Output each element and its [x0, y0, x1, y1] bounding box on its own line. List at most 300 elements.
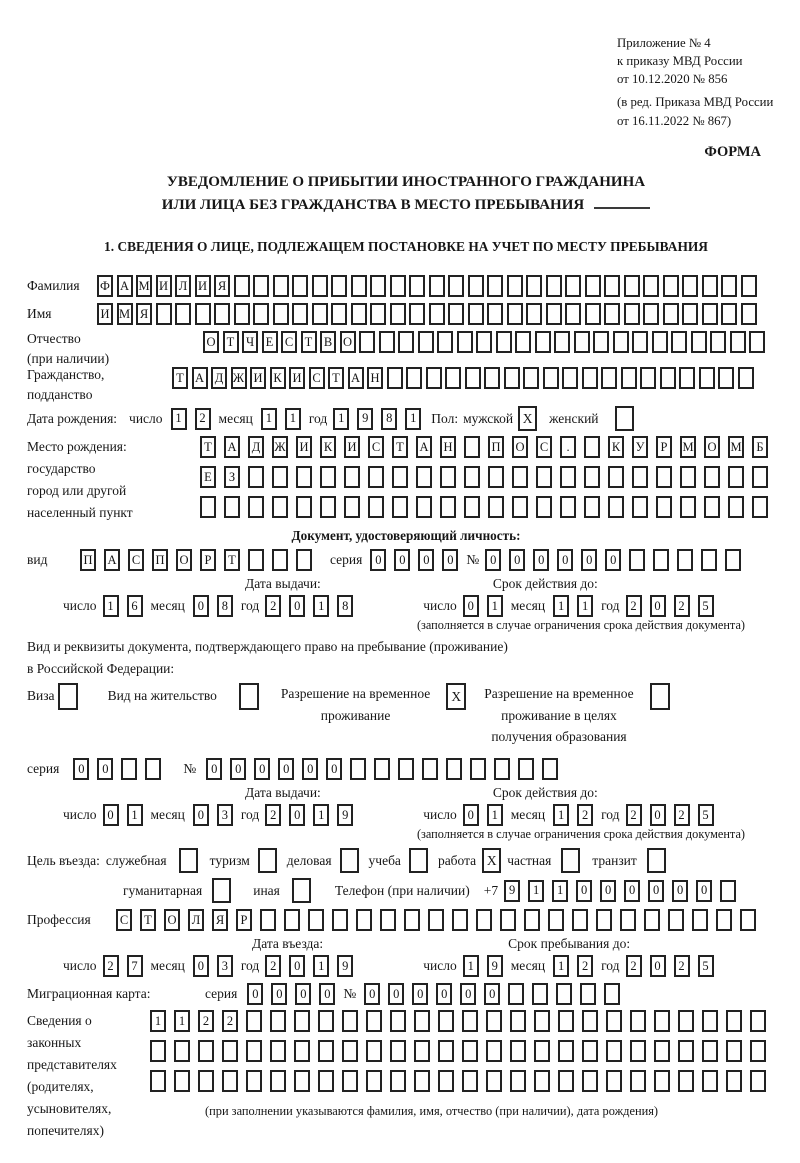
- char-cell[interactable]: [296, 496, 312, 518]
- char-cell[interactable]: [624, 303, 640, 325]
- char-cell[interactable]: 0: [278, 758, 294, 780]
- char-cell[interactable]: [702, 1040, 718, 1062]
- char-cell[interactable]: И: [156, 275, 172, 297]
- char-cell[interactable]: [613, 331, 629, 353]
- char-cell[interactable]: [721, 275, 737, 297]
- stay-month-cells[interactable]: [553, 955, 601, 977]
- char-cell[interactable]: [398, 331, 414, 353]
- purpose-humanitarian-checkbox[interactable]: [212, 878, 231, 903]
- char-cell[interactable]: [392, 496, 408, 518]
- char-cell[interactable]: О: [340, 331, 356, 353]
- char-cell[interactable]: [704, 496, 720, 518]
- char-cell[interactable]: 2: [577, 955, 593, 977]
- char-cell[interactable]: [554, 331, 570, 353]
- char-cell[interactable]: [273, 303, 289, 325]
- char-cell[interactable]: М: [136, 275, 152, 297]
- char-cell[interactable]: 1: [313, 804, 329, 826]
- char-cell[interactable]: [272, 466, 288, 488]
- resident-issue-day-cells[interactable]: [103, 804, 151, 826]
- entry-year-cells[interactable]: [265, 955, 361, 977]
- char-cell[interactable]: [663, 303, 679, 325]
- identity-valid-year-cells[interactable]: [626, 595, 722, 617]
- char-cell[interactable]: [342, 1070, 358, 1092]
- char-cell[interactable]: У: [632, 436, 648, 458]
- char-cell[interactable]: К: [608, 436, 624, 458]
- char-cell[interactable]: С: [281, 331, 297, 353]
- char-cell[interactable]: [468, 275, 484, 297]
- char-cell[interactable]: С: [309, 367, 325, 389]
- char-cell[interactable]: [716, 909, 732, 931]
- char-cell[interactable]: С: [128, 549, 144, 571]
- char-cell[interactable]: [320, 466, 336, 488]
- char-cell[interactable]: Т: [172, 367, 188, 389]
- char-cell[interactable]: [720, 880, 736, 902]
- char-cell[interactable]: 0: [193, 595, 209, 617]
- char-cell[interactable]: Р: [656, 436, 672, 458]
- char-cell[interactable]: [448, 303, 464, 325]
- char-cell[interactable]: 5: [698, 955, 714, 977]
- char-cell[interactable]: Н: [367, 367, 383, 389]
- purpose-work-checkbox[interactable]: X: [482, 848, 501, 873]
- char-cell[interactable]: [582, 1010, 598, 1032]
- char-cell[interactable]: 0: [485, 549, 501, 571]
- char-cell[interactable]: [222, 1040, 238, 1062]
- char-cell[interactable]: 0: [624, 880, 640, 902]
- char-cell[interactable]: [726, 1010, 742, 1032]
- char-cell[interactable]: [344, 496, 360, 518]
- char-cell[interactable]: П: [152, 549, 168, 571]
- char-cell[interactable]: 0: [576, 880, 592, 902]
- char-cell[interactable]: [248, 466, 264, 488]
- char-cell[interactable]: [380, 909, 396, 931]
- char-cell[interactable]: [496, 331, 512, 353]
- sex-male-checkbox[interactable]: X: [518, 406, 537, 431]
- resident-valid-year-cells[interactable]: [626, 804, 722, 826]
- char-cell[interactable]: [465, 367, 481, 389]
- char-cell[interactable]: [494, 758, 510, 780]
- char-cell[interactable]: [512, 496, 528, 518]
- char-cell[interactable]: 0: [460, 983, 476, 1005]
- char-cell[interactable]: [624, 275, 640, 297]
- char-cell[interactable]: [437, 331, 453, 353]
- char-cell[interactable]: 0: [364, 983, 380, 1005]
- char-cell[interactable]: 0: [648, 880, 664, 902]
- char-cell[interactable]: 8: [381, 408, 397, 430]
- char-cell[interactable]: [620, 909, 636, 931]
- char-cell[interactable]: 1: [553, 595, 569, 617]
- char-cell[interactable]: [608, 466, 624, 488]
- temp-permit-checkbox[interactable]: X: [446, 683, 466, 710]
- char-cell[interactable]: [294, 1010, 310, 1032]
- char-cell[interactable]: [440, 496, 456, 518]
- char-cell[interactable]: [654, 1040, 670, 1062]
- char-cell[interactable]: [416, 496, 432, 518]
- char-cell[interactable]: 1: [405, 408, 421, 430]
- char-cell[interactable]: А: [416, 436, 432, 458]
- char-cell[interactable]: 0: [463, 804, 479, 826]
- char-cell[interactable]: [507, 275, 523, 297]
- char-cell[interactable]: [246, 1040, 262, 1062]
- char-cell[interactable]: 3: [217, 955, 233, 977]
- char-cell[interactable]: [741, 303, 757, 325]
- char-cell[interactable]: 0: [193, 955, 209, 977]
- char-cell[interactable]: М: [117, 303, 133, 325]
- char-cell[interactable]: [585, 275, 601, 297]
- char-cell[interactable]: [678, 1070, 694, 1092]
- char-cell[interactable]: П: [488, 436, 504, 458]
- char-cell[interactable]: [246, 1070, 262, 1092]
- char-cell[interactable]: [702, 1070, 718, 1092]
- char-cell[interactable]: [534, 1070, 550, 1092]
- char-cell[interactable]: [429, 275, 445, 297]
- char-cell[interactable]: 0: [412, 983, 428, 1005]
- char-cell[interactable]: И: [344, 436, 360, 458]
- char-cell[interactable]: [224, 496, 240, 518]
- char-cell[interactable]: 2: [626, 955, 642, 977]
- char-cell[interactable]: [468, 303, 484, 325]
- char-cell[interactable]: В: [320, 331, 336, 353]
- char-cell[interactable]: [445, 367, 461, 389]
- char-cell[interactable]: [582, 1040, 598, 1062]
- char-cell[interactable]: 1: [528, 880, 544, 902]
- char-cell[interactable]: [677, 549, 693, 571]
- identity-issue-month-cells[interactable]: [193, 595, 241, 617]
- char-cell[interactable]: [200, 496, 216, 518]
- char-cell[interactable]: [296, 549, 312, 571]
- char-cell[interactable]: [678, 1010, 694, 1032]
- char-cell[interactable]: [398, 758, 414, 780]
- phone-cells[interactable]: [504, 880, 744, 902]
- char-cell[interactable]: [270, 1040, 286, 1062]
- char-cell[interactable]: [526, 275, 542, 297]
- char-cell[interactable]: [446, 758, 462, 780]
- char-cell[interactable]: [728, 496, 744, 518]
- char-cell[interactable]: Т: [223, 331, 239, 353]
- resident-series-cells[interactable]: [73, 758, 169, 780]
- char-cell[interactable]: [457, 331, 473, 353]
- char-cell[interactable]: [370, 275, 386, 297]
- char-cell[interactable]: [366, 1070, 382, 1092]
- char-cell[interactable]: [174, 1070, 190, 1092]
- char-cell[interactable]: [470, 758, 486, 780]
- doc-kind-cells[interactable]: [80, 549, 320, 571]
- char-cell[interactable]: [604, 275, 620, 297]
- resident-issue-month-cells[interactable]: [193, 804, 241, 826]
- char-cell[interactable]: И: [195, 275, 211, 297]
- char-cell[interactable]: [404, 909, 420, 931]
- birth-place-cells-row-3[interactable]: [200, 496, 776, 518]
- char-cell[interactable]: [710, 331, 726, 353]
- char-cell[interactable]: [630, 1070, 646, 1092]
- char-cell[interactable]: 1: [487, 595, 503, 617]
- resident-issue-year-cells[interactable]: [265, 804, 361, 826]
- char-cell[interactable]: [721, 303, 737, 325]
- resident-valid-day-cells[interactable]: [463, 804, 511, 826]
- char-cell[interactable]: [671, 331, 687, 353]
- representatives-cells-row-3[interactable]: [150, 1070, 774, 1092]
- char-cell[interactable]: Ж: [272, 436, 288, 458]
- char-cell[interactable]: 0: [319, 983, 335, 1005]
- purpose-transit-checkbox[interactable]: [647, 848, 666, 873]
- char-cell[interactable]: 0: [509, 549, 525, 571]
- char-cell[interactable]: [272, 496, 288, 518]
- char-cell[interactable]: [718, 367, 734, 389]
- char-cell[interactable]: 2: [626, 595, 642, 617]
- char-cell[interactable]: Ж: [231, 367, 247, 389]
- resident-number-cells[interactable]: [206, 758, 566, 780]
- char-cell[interactable]: [536, 496, 552, 518]
- birth-day-cells[interactable]: [171, 408, 219, 430]
- char-cell[interactable]: [702, 1010, 718, 1032]
- char-cell[interactable]: [741, 275, 757, 297]
- char-cell[interactable]: [640, 367, 656, 389]
- char-cell[interactable]: Т: [224, 549, 240, 571]
- char-cell[interactable]: [318, 1040, 334, 1062]
- char-cell[interactable]: [643, 303, 659, 325]
- char-cell[interactable]: Л: [188, 909, 204, 931]
- char-cell[interactable]: [679, 367, 695, 389]
- char-cell[interactable]: [701, 549, 717, 571]
- char-cell[interactable]: [728, 466, 744, 488]
- char-cell[interactable]: 0: [370, 549, 386, 571]
- char-cell[interactable]: Р: [236, 909, 252, 931]
- char-cell[interactable]: [320, 496, 336, 518]
- char-cell[interactable]: [652, 331, 668, 353]
- citizenship-cells[interactable]: [172, 367, 757, 389]
- char-cell[interactable]: [416, 466, 432, 488]
- char-cell[interactable]: А: [192, 367, 208, 389]
- char-cell[interactable]: [629, 549, 645, 571]
- char-cell[interactable]: [253, 303, 269, 325]
- char-cell[interactable]: И: [296, 436, 312, 458]
- char-cell[interactable]: А: [117, 275, 133, 297]
- char-cell[interactable]: [448, 275, 464, 297]
- char-cell[interactable]: [342, 1040, 358, 1062]
- char-cell[interactable]: 2: [674, 595, 690, 617]
- char-cell[interactable]: [234, 303, 250, 325]
- char-cell[interactable]: [601, 367, 617, 389]
- char-cell[interactable]: О: [704, 436, 720, 458]
- char-cell[interactable]: [546, 275, 562, 297]
- char-cell[interactable]: [738, 367, 754, 389]
- char-cell[interactable]: [438, 1070, 454, 1092]
- char-cell[interactable]: [462, 1010, 478, 1032]
- char-cell[interactable]: [174, 1040, 190, 1062]
- entry-month-cells[interactable]: [193, 955, 241, 977]
- char-cell[interactable]: [560, 466, 576, 488]
- char-cell[interactable]: 5: [698, 595, 714, 617]
- char-cell[interactable]: [504, 367, 520, 389]
- char-cell[interactable]: [604, 303, 620, 325]
- char-cell[interactable]: [523, 367, 539, 389]
- char-cell[interactable]: 0: [388, 983, 404, 1005]
- char-cell[interactable]: Р: [200, 549, 216, 571]
- char-cell[interactable]: 2: [265, 955, 281, 977]
- char-cell[interactable]: [653, 549, 669, 571]
- char-cell[interactable]: [507, 303, 523, 325]
- char-cell[interactable]: [248, 496, 264, 518]
- char-cell[interactable]: [692, 909, 708, 931]
- char-cell[interactable]: К: [320, 436, 336, 458]
- char-cell[interactable]: [272, 549, 288, 571]
- entry-day-cells[interactable]: [103, 955, 151, 977]
- doc-number-cells[interactable]: [485, 549, 749, 571]
- surname-cells[interactable]: [97, 275, 760, 297]
- char-cell[interactable]: 0: [254, 758, 270, 780]
- char-cell[interactable]: 0: [302, 758, 318, 780]
- char-cell[interactable]: О: [176, 549, 192, 571]
- char-cell[interactable]: [535, 331, 551, 353]
- char-cell[interactable]: [536, 466, 552, 488]
- char-cell[interactable]: [508, 983, 524, 1005]
- char-cell[interactable]: [584, 466, 600, 488]
- char-cell[interactable]: [476, 909, 492, 931]
- char-cell[interactable]: 8: [337, 595, 353, 617]
- char-cell[interactable]: [558, 1070, 574, 1092]
- char-cell[interactable]: [318, 1070, 334, 1092]
- char-cell[interactable]: 0: [650, 804, 666, 826]
- char-cell[interactable]: С: [536, 436, 552, 458]
- birth-place-cells-row-2[interactable]: [200, 466, 776, 488]
- char-cell[interactable]: [750, 1040, 766, 1062]
- char-cell[interactable]: 9: [504, 880, 520, 902]
- migration-number-cells[interactable]: [364, 983, 628, 1005]
- char-cell[interactable]: [350, 758, 366, 780]
- char-cell[interactable]: [534, 1010, 550, 1032]
- char-cell[interactable]: [308, 909, 324, 931]
- edu-permit-checkbox[interactable]: [650, 683, 670, 710]
- char-cell[interactable]: [294, 1070, 310, 1092]
- char-cell[interactable]: [740, 909, 756, 931]
- char-cell[interactable]: 0: [326, 758, 342, 780]
- char-cell[interactable]: А: [348, 367, 364, 389]
- char-cell[interactable]: К: [270, 367, 286, 389]
- char-cell[interactable]: З: [224, 466, 240, 488]
- char-cell[interactable]: [464, 496, 480, 518]
- char-cell[interactable]: 6: [127, 595, 143, 617]
- char-cell[interactable]: [749, 331, 765, 353]
- char-cell[interactable]: [682, 275, 698, 297]
- char-cell[interactable]: [195, 303, 211, 325]
- char-cell[interactable]: [351, 303, 367, 325]
- char-cell[interactable]: Л: [175, 275, 191, 297]
- char-cell[interactable]: [312, 303, 328, 325]
- char-cell[interactable]: [368, 496, 384, 518]
- char-cell[interactable]: [752, 466, 768, 488]
- char-cell[interactable]: [558, 1040, 574, 1062]
- char-cell[interactable]: [390, 1040, 406, 1062]
- char-cell[interactable]: 0: [289, 804, 305, 826]
- char-cell[interactable]: 0: [289, 955, 305, 977]
- char-cell[interactable]: [331, 275, 347, 297]
- char-cell[interactable]: [387, 367, 403, 389]
- char-cell[interactable]: [606, 1070, 622, 1092]
- char-cell[interactable]: 2: [674, 955, 690, 977]
- char-cell[interactable]: [546, 303, 562, 325]
- doc-series-cells[interactable]: [370, 549, 466, 571]
- char-cell[interactable]: [234, 275, 250, 297]
- char-cell[interactable]: 2: [198, 1010, 214, 1032]
- char-cell[interactable]: 1: [171, 408, 187, 430]
- char-cell[interactable]: [668, 909, 684, 931]
- char-cell[interactable]: [150, 1070, 166, 1092]
- char-cell[interactable]: 1: [577, 595, 593, 617]
- char-cell[interactable]: [366, 1010, 382, 1032]
- char-cell[interactable]: [484, 367, 500, 389]
- char-cell[interactable]: 0: [295, 983, 311, 1005]
- char-cell[interactable]: 0: [394, 549, 410, 571]
- char-cell[interactable]: 0: [581, 549, 597, 571]
- char-cell[interactable]: 0: [484, 983, 500, 1005]
- char-cell[interactable]: С: [116, 909, 132, 931]
- char-cell[interactable]: [409, 303, 425, 325]
- char-cell[interactable]: 2: [674, 804, 690, 826]
- purpose-official-checkbox[interactable]: [179, 848, 198, 873]
- char-cell[interactable]: [604, 983, 620, 1005]
- char-cell[interactable]: [428, 909, 444, 931]
- char-cell[interactable]: [359, 331, 375, 353]
- char-cell[interactable]: [390, 303, 406, 325]
- char-cell[interactable]: 0: [418, 549, 434, 571]
- char-cell[interactable]: М: [728, 436, 744, 458]
- char-cell[interactable]: [518, 758, 534, 780]
- char-cell[interactable]: [332, 909, 348, 931]
- char-cell[interactable]: 2: [626, 804, 642, 826]
- resident-valid-month-cells[interactable]: [553, 804, 601, 826]
- char-cell[interactable]: [331, 303, 347, 325]
- representatives-cells-row-2[interactable]: [150, 1040, 774, 1062]
- char-cell[interactable]: [678, 1040, 694, 1062]
- char-cell[interactable]: А: [104, 549, 120, 571]
- char-cell[interactable]: [145, 758, 161, 780]
- char-cell[interactable]: 0: [600, 880, 616, 902]
- char-cell[interactable]: 1: [313, 955, 329, 977]
- char-cell[interactable]: [368, 466, 384, 488]
- char-cell[interactable]: 0: [650, 595, 666, 617]
- char-cell[interactable]: [476, 331, 492, 353]
- char-cell[interactable]: [654, 1070, 670, 1092]
- char-cell[interactable]: [596, 909, 612, 931]
- char-cell[interactable]: 0: [650, 955, 666, 977]
- char-cell[interactable]: Т: [392, 436, 408, 458]
- char-cell[interactable]: О: [203, 331, 219, 353]
- char-cell[interactable]: [621, 367, 637, 389]
- char-cell[interactable]: [294, 1040, 310, 1062]
- char-cell[interactable]: [632, 466, 648, 488]
- char-cell[interactable]: 1: [552, 880, 568, 902]
- char-cell[interactable]: [222, 1070, 238, 1092]
- char-cell[interactable]: [585, 303, 601, 325]
- char-cell[interactable]: [429, 303, 445, 325]
- char-cell[interactable]: [543, 367, 559, 389]
- char-cell[interactable]: [488, 496, 504, 518]
- char-cell[interactable]: [582, 1070, 598, 1092]
- purpose-private-checkbox[interactable]: [561, 848, 580, 873]
- char-cell[interactable]: [248, 549, 264, 571]
- char-cell[interactable]: 0: [73, 758, 89, 780]
- representatives-cells-row-1[interactable]: [150, 1010, 774, 1032]
- char-cell[interactable]: [608, 496, 624, 518]
- char-cell[interactable]: [175, 303, 191, 325]
- identity-issue-year-cells[interactable]: [265, 595, 361, 617]
- char-cell[interactable]: [342, 1010, 358, 1032]
- char-cell[interactable]: [318, 1010, 334, 1032]
- char-cell[interactable]: 9: [357, 408, 373, 430]
- char-cell[interactable]: [390, 1070, 406, 1092]
- char-cell[interactable]: [438, 1040, 454, 1062]
- char-cell[interactable]: [691, 331, 707, 353]
- char-cell[interactable]: [726, 1040, 742, 1062]
